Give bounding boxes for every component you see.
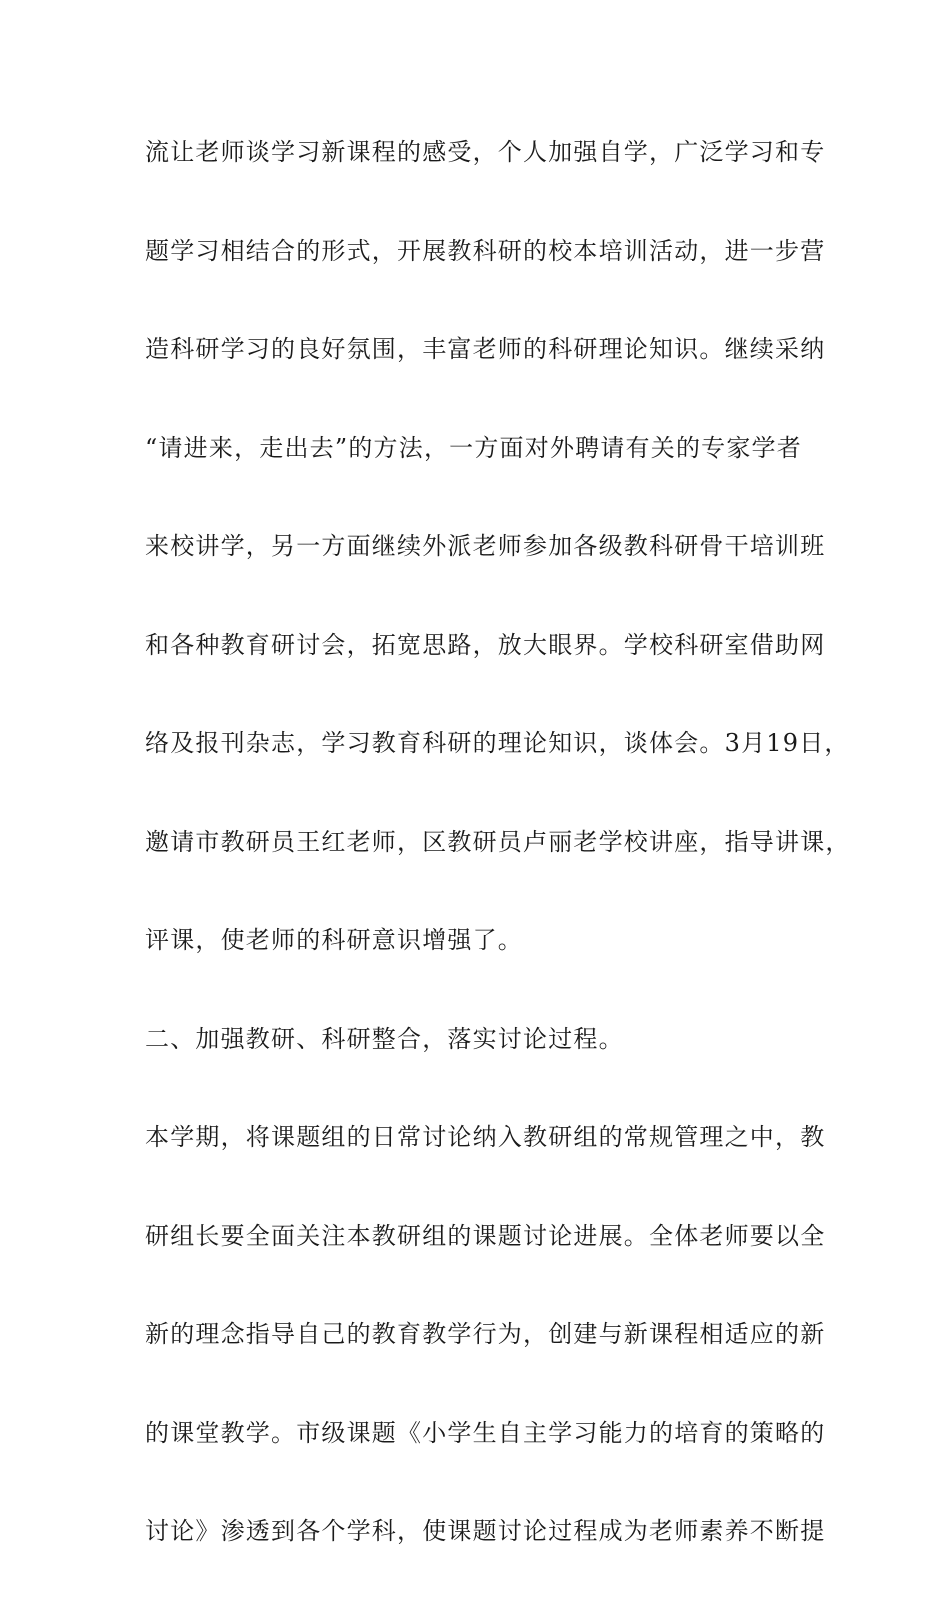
text-line: 评课，使老师的科研意识增强了。 xyxy=(145,926,523,954)
text-line: 新的理念指导自己的教育教学行为，创建与新课程相适应的新 xyxy=(145,1320,826,1348)
text-line: 的课堂教学。市级课题《小学生自主学习能力的培育的策略的 xyxy=(145,1418,826,1447)
text-line: 来校讲学，另一方面继续外派老师参加各级教科研骨干培训班 xyxy=(145,532,826,560)
text-line: 题学习相结合的形式，开展教科研的校本培训活动，进一步营 xyxy=(145,236,826,265)
text-line: 络及报刊杂志，学习教育科研的理论知识，谈体会。3月19日， xyxy=(145,729,850,757)
section-heading: 二、加强教研、科研整合，落实讨论过程。 xyxy=(145,1024,624,1053)
text-line: “请进来，走出去”的方法，一方面对外聘请有关的专家学者 xyxy=(145,433,802,462)
text-line: 讨论》渗透到各个学科，使课题讨论过程成为老师素养不断提 xyxy=(145,1517,826,1545)
text-line: 造科研学习的良好氛围，丰富老师的科研理论知识。继续采纳 xyxy=(145,335,826,363)
text-line: 研组长要全面关注本教研组的课题讨论进展。全体老师要以全 xyxy=(145,1221,826,1250)
text-line: 流让老师谈学习新课程的感受，个人加强自学，广泛学习和专 xyxy=(145,138,826,166)
text-line: 本学期，将课题组的日常讨论纳入教研组的常规管理之中，教 xyxy=(145,1123,826,1151)
text-line: 邀请市教研员王红老师，区教研员卢丽老学校讲座，指导讲课， xyxy=(145,827,851,856)
text-line: 和各种教育研讨会，拓宽思路，放大眼界。学校科研室借助网 xyxy=(145,630,826,659)
body-text xyxy=(145,128,851,1606)
